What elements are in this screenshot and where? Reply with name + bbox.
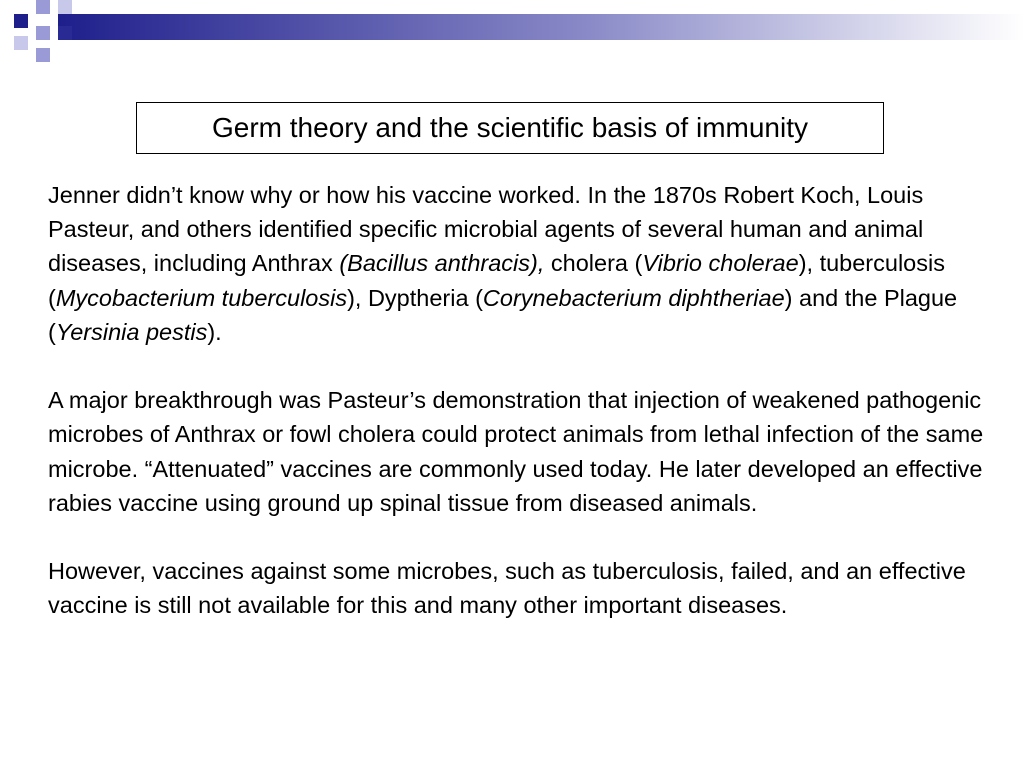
gradient-bar — [58, 14, 1024, 40]
text-run: ) and the Plague ( — [48, 284, 958, 345]
species-name: Mycobacterium tuberculosis — [55, 284, 348, 311]
decor-square — [36, 0, 50, 14]
species-name: Vibrio cholerae — [642, 250, 799, 277]
paragraph-pasteur: A major breakthrough was Pasteur’s demonstration that injection of weakened pathogenic microbes of Anthrax or fowl cholera could protect animals from lethal infection of the same microbe. “Attenuated” vaccines are commonly used today. He later developed an effective rabies vaccine using ground up spinal tissue from diseased animals. — [48, 387, 984, 516]
text-run: ). — [207, 318, 222, 345]
decor-square — [58, 26, 72, 40]
slide-title — [136, 102, 884, 154]
decor-square — [14, 14, 28, 28]
decor-square — [36, 48, 50, 62]
paragraph-vaccine-failures: However, vaccines against some microbes, such as tuberculosis, failed, and an effective vaccine is still not available for this and many other important diseases. — [48, 558, 966, 619]
slide-title-text: Germ theory and the scientific basis of immunity — [211, 112, 808, 143]
species-name: (Bacillus anthracis), — [339, 250, 545, 277]
species-name: Yersinia pestis — [55, 318, 208, 345]
species-name: Corynebacterium diphtheriae — [482, 284, 785, 311]
slide-body — [48, 178, 988, 623]
paragraph-germ-agents — [48, 178, 988, 349]
text-run: cholera ( — [544, 250, 643, 277]
text-run: ), Dyptheria ( — [347, 284, 483, 311]
text-run: ), tuberculosis ( — [48, 250, 945, 311]
decor-square — [58, 0, 72, 14]
decor-square — [14, 36, 28, 50]
text-run: Jenner didn’t know why or how his vaccine worked. In the 1870s Robert Koch, Louis Pasteur, and others identified specific microbial agents of several human and animal diseases, including Anthrax — [48, 182, 924, 277]
header-decoration — [0, 0, 1024, 62]
decor-square — [36, 26, 50, 40]
gradient-band-graphic — [0, 0, 1024, 62]
